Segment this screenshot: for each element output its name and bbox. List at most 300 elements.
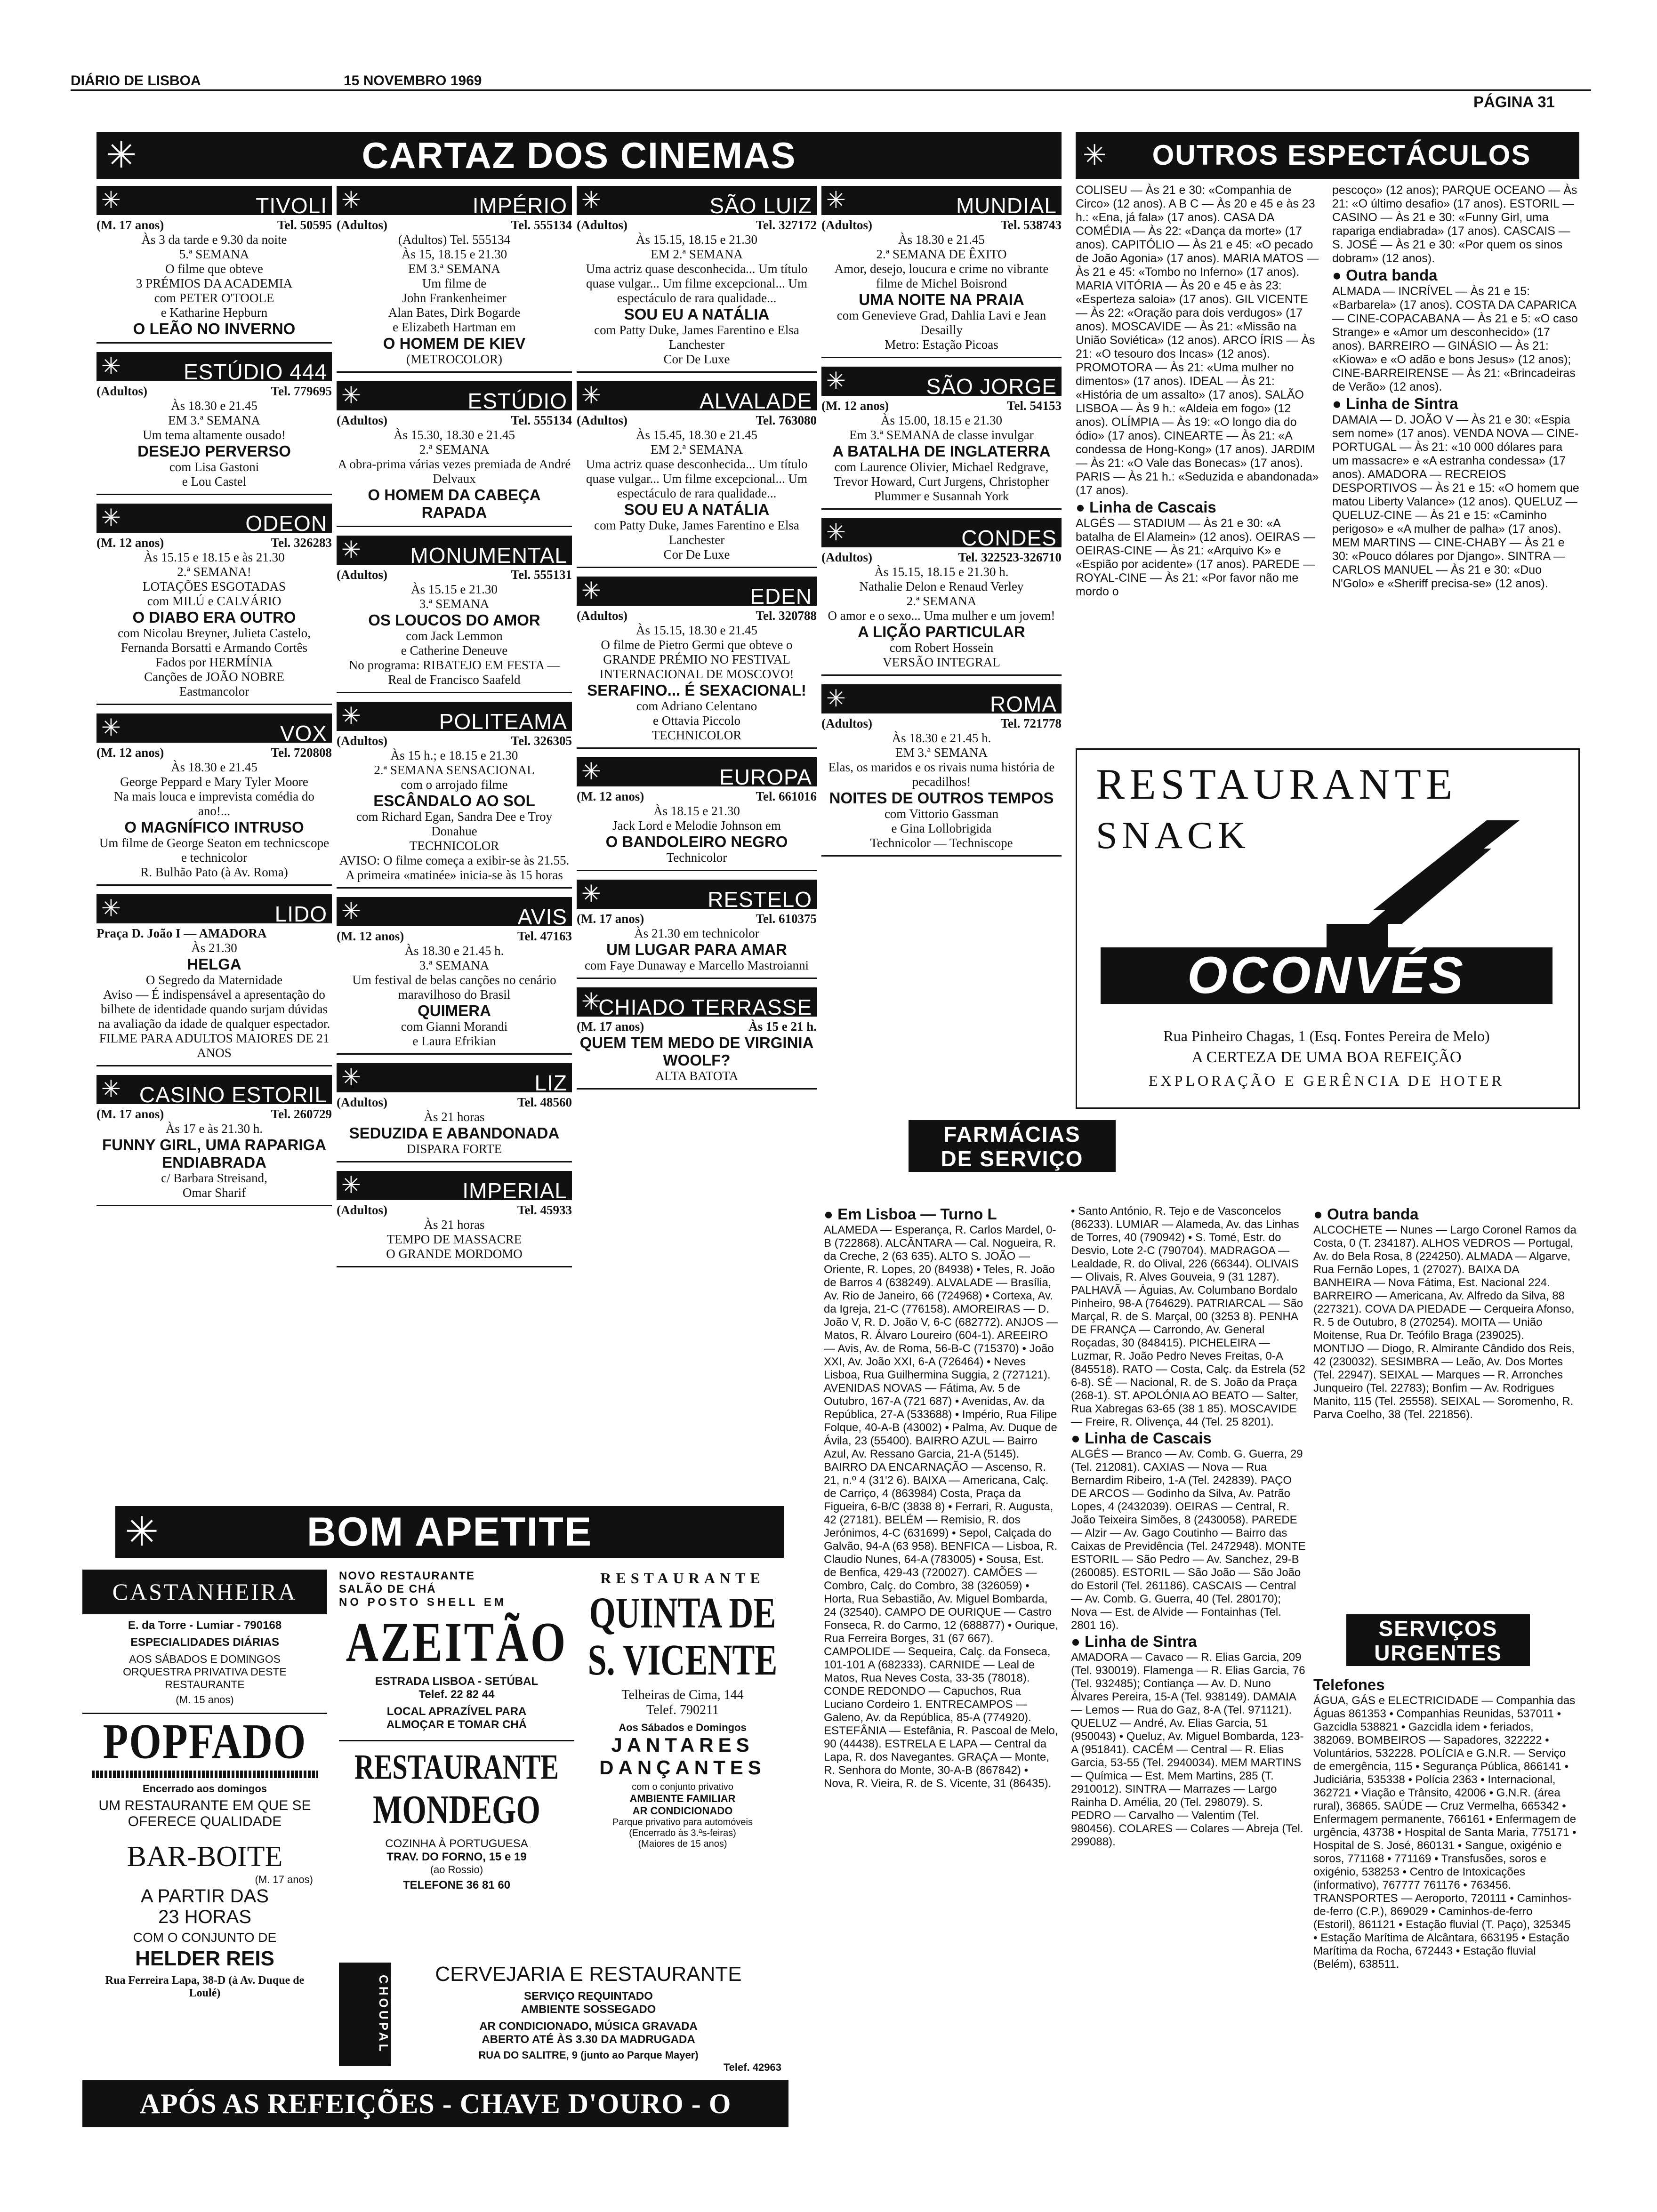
star-icon: ✳ (341, 1064, 361, 1091)
cinema-phone: Tel. 538743 (1000, 218, 1062, 232)
farmacias-lisboa-heading: ● Em Lisboa — Turno L (824, 1205, 997, 1223)
cinema-phone: Tel. 45933 (517, 1203, 572, 1217)
popfado-logo: POPFADO (103, 1715, 307, 1770)
outros-sintra-text: DAMAIA — D. JOÃO V — Às 21 e 30: «Espia sem nome» (17 anos). VENDA NOVA — CINE-PORTUGAL — Às 21: «10 000 dólares para um massacre» e «A estranha condessa» (17 anos). AMADORA — RECREIOS DESPORTIVOS — Às 21 e 15: «O homem que matou Liberty Valance» (12 anos). QUELUZ — QUELUZ-CINE — Às 21 e 15: «Caminho perigoso» e «A mulher de palha» (17 anos). MEM MARTINS — CINE-CHABY — Às 21 e 30: «Pouco dólares por Django». SINTRA — CARLOS MANUEL — Às 21 e 30: «Duo N'Golo» e «Sheriff precisa-se» (12 anos). (1332, 413, 1579, 590)
quinta-line6: Aos Sábados e Domingos (619, 1722, 747, 1733)
servicos-banner: SERVIÇOS URGENTES (1346, 1614, 1530, 1666)
mondego-line3: COZINHA À PORTUGUESA (385, 1837, 528, 1850)
cinema-name: TIVOLI (256, 193, 327, 218)
cinema-extra-line: O Segredo da Maternidade (145, 973, 283, 987)
mondego-name: MONDEGO (373, 1787, 540, 1832)
cinema-header (577, 757, 817, 789)
cinema-header (337, 381, 572, 413)
cinema-name: POLITEAMA (439, 709, 567, 734)
header-rule (71, 89, 1591, 91)
cinema-info-line: Às 21.30 (191, 941, 237, 955)
cinema-listing (337, 1063, 572, 1162)
ad-quinta-s-vicente (581, 1570, 784, 1956)
cinema-extra-line: Omar Sharif (182, 1186, 246, 1200)
cinema-info-line: A obra-prima várias vezes premiada de André Delvaux (338, 457, 571, 486)
quinta-line12: Parque privativo para automóveis (612, 1817, 753, 1827)
star-icon: ✳ (581, 758, 601, 785)
cinema-name: ESTÚDIO (467, 389, 567, 413)
cinema-listing (821, 186, 1062, 358)
cervejaria-line6: RUA DO SALITRE, 9 (junto ao Parque Mayer) (478, 2049, 699, 2061)
cinema-extra-line: com Faye Dunaway e Marcello Mastroianni (584, 958, 809, 972)
cinema-extra-line: Metro: Estação Picoas (885, 337, 998, 352)
film-title: O BANDOLEIRO NEGRO (605, 833, 788, 850)
cervejaria-line3: AMBIENTE SOSSEGADO (521, 2003, 656, 2016)
star-icon: ✳ (101, 353, 121, 380)
ad-chave-douro: APÓS AS REFEIÇÕES - CHAVE D'OURO - O MELHOR CAFÉ (82, 2080, 788, 2127)
cinema-info-line: Uma actriz quase desconhecida... Um título quase vulgar... Um filme excepcional... Um espectáculo de rara qualidade... (586, 262, 808, 305)
film-title: O MAGNÍFICO INTRUSO (124, 818, 304, 836)
cinema-info-line: Às 18.15 e 21.30 (653, 804, 740, 818)
cinema-info-line: Às 15.15, 18.15 e 21.30 h. (874, 565, 1009, 579)
film-title: QUEM TEM MEDO DE VIRGINIA WOOLF? (579, 1034, 814, 1069)
cinema-name: ESTÚDIO 444 (184, 360, 327, 384)
film-title: A BATALHA DE INGLATERRA (832, 442, 1051, 460)
star-icon: ✳ (581, 577, 601, 604)
cinema-info-line: Alan Bates, Dirk Bogarde (388, 305, 521, 320)
film-title: DESEJO PERVERSO (137, 442, 291, 460)
farmacias-column-2 (1071, 1205, 1306, 1849)
azeitao-line3: NO POSTO SHELL EM (339, 1596, 507, 1609)
farmacias-column-3 (1313, 1205, 1577, 1421)
cinema-name: IMPÉRIO (472, 193, 567, 218)
cervejaria-line5: ABERTO ATÉ ÀS 3.30 DA MADRUGADA (482, 2033, 695, 2046)
choupal-logo: CHOUPAL (339, 1963, 391, 2066)
cinema-info-line: e Elizabeth Hartman em (393, 320, 516, 334)
cinema-info-line: Às 18.30 e 21.45 h. (892, 731, 991, 745)
cinema-rating: (Adultos) (577, 609, 628, 623)
star-icon: ✳ (101, 186, 121, 214)
popfado-divider (92, 1771, 318, 1778)
outros-outra-heading: ● Outra banda (1332, 266, 1438, 284)
cinema-info-line: Às 21.30 em technicolor (634, 926, 759, 940)
cinema-info-line: com MILÚ e CALVÁRIO (147, 594, 282, 608)
cinema-info-line: LOTAÇÕES ESGOTADAS (143, 579, 286, 593)
cinema-extra-line: com Patty Duke, James Farentino e Elsa Lanchester (594, 323, 799, 352)
popfado-line1: Encerrado aos domingos (142, 1783, 267, 1795)
cinema-phone: Tel. 555134 (511, 413, 572, 427)
quinta-line2: QUINTA DE (589, 1588, 776, 1637)
cinema-info-line: 2.ª SEMANA DE ÊXITO (876, 247, 1007, 261)
cinema-phone: Tel. 260729 (271, 1107, 332, 1121)
cinema-info-line: O amor e o sexo... Uma mulher e um jovem! (828, 609, 1055, 623)
popfado-line2: UM RESTAURANTE EM QUE SE OFERECE QUALIDADE (98, 1798, 311, 1829)
quinta-line13: (Encerrado às 3.ªs-feiras) (629, 1828, 736, 1838)
quinta-line8: DANÇANTES (599, 1756, 766, 1779)
cinema-name: SÃO LUIZ (709, 193, 812, 218)
cinema-listing (577, 381, 817, 568)
cinema-header (337, 536, 572, 568)
film-title: OS LOUCOS DO AMOR (368, 611, 540, 629)
cinema-header (337, 186, 572, 218)
star-icon: ✳ (341, 536, 361, 563)
cinema-name: LIZ (534, 1071, 567, 1095)
star-icon: ✳ (341, 702, 361, 729)
cinema-column-2 (337, 186, 572, 1276)
cinema-info-line: George Peppard e Mary Tyler Moore (120, 775, 308, 789)
cinema-header (337, 702, 572, 734)
cinema-listing (337, 186, 572, 373)
cinema-extra-line: VERSÃO INTEGRAL (883, 655, 1000, 669)
cinema-info-line: Às 15.30, 18.30 e 21.45 (394, 428, 515, 442)
star-icon: ✳ (125, 1508, 160, 1555)
cinemas-banner: ✳ CARTAZ DOS CINEMAS (97, 132, 1062, 179)
cinema-extra-line: e Ottavia Piccolo (653, 713, 740, 728)
cinema-rating: (Adultos) (821, 218, 873, 232)
cinema-extra-line: e Gina Lollobrigida (891, 821, 992, 835)
star-icon: ✳ (101, 504, 121, 531)
popfado-line3: (M. 17 anos) (255, 1874, 313, 1885)
mondego-line5: (ao Rossio) (430, 1864, 483, 1875)
quinta-line4: Telheiras de Cima, 144 (621, 1688, 744, 1702)
cinema-phone: Às 15 e 21 h. (748, 1019, 817, 1034)
azeitao-line2: SALÃO DE CHÁ (339, 1583, 436, 1595)
farmacias-sintra-heading: ● Linha de Sintra (1071, 1633, 1197, 1650)
cinema-column-3 (577, 186, 817, 1098)
ad-snack-snack: SNACK (1096, 814, 1250, 857)
cinema-info-line: O filme de Pietro Germi que obteve o GRANDE PRÉMIO NO FESTIVAL INTERNACIONAL DE MOSCOVO! (599, 638, 794, 681)
cinema-phone: Tel. 721778 (1000, 716, 1062, 730)
film-title: ESCÂNDALO AO SOL (373, 792, 535, 809)
film-title: HELGA (187, 955, 241, 973)
film-title: O LEÃO NO INVERNO (133, 320, 296, 337)
cinema-listing (577, 987, 817, 1090)
cinema-rating: (M. 17 anos) (97, 1107, 164, 1121)
cinema-rating: (Adultos) (821, 550, 873, 564)
cinema-name: MUNDIAL (956, 193, 1057, 218)
farmacias-lisboa-text: ALAMEDA — Esperança, R. Carlos Mardel, 0-B (722868). ALCÂNTARA — Cal. Nogueira, R. da Creche, 2 (63 635). ALTO S. JOÃO — Oriente, R. Lopes, 20 (84938) • Teles, R. João de Barros 4 (638249). ALVALADE — Brasília, Av. Rio de Janeiro, 66 (724968) • Cortexa, Av. da Igreja, 21-C (776158). AMOREIRAS — D. João V, R. D. João V, 6-C (682772). ANJOS — Matos, R. Álvaro Loureiro (604-1). AREEIRO — Avis, Av. de Roma, 56-B-C (715370) • João XXI, Av. João XXI, 6-A (726464) • Neves Lisboa, Rua Guilhermina Suggia, 2 (727121). AVENIDAS NOVAS — Fátima, Av. 5 de Outubro, 167-A (721 687) • Avenidas, Av. da República, 27-A (533688) • Império, Rua Filipe Folque, 40-A-B (43002) • Palma, Av. Duque de Ávila, 23 (55400). BAIRRO AZUL — Bairro Azul, Av. Ressano Garcia, 21-A (5145). BAIRRO DA ENCARNAÇÃO — Ascenso, R. 21, n.º 4 (31'2 6). BAIXA — Americana, Calç. de Carriço, 4 (863984) Costa, Praça da Figueira, 6-B/C (3838 8) • Ferrari, R. Augusta, 42 (27181). BELÉM — Remisio, R. dos Jerónimos, 4-C (631699) • Sepol, Calçada do Galvão, 94-A (63 958). BENFICA — Lisboa, R. Claudio Nunes, 64-A (783005) • Sousa, Est. de Benfica, 429-43 (720027). CAMÕES — Combro, Calç. do Combro, 38 (326059) • Horta, Rua Sebastião, Av. Miguel Bombarda, 24 (32540). CAMPO DE OURIQUE — Castro Fonseca, R. do Carmo, 12 (688877) • Ourique, Rua Ferreira Borges, 31 (67 667). CAMPOLIDE — Sequeira, Calç. da Fonseca, 101-101 A (682333). CARNIDE — Leal de Matos, Rua Neves Costa, 33-35 (78018). CONDE REDONDO — Capuchos, Rua Luciano Cordeiro 1. ENTRECAMPOS — Galeno, Av. da República, 85-A (774920). ESTEFÂNIA — Estefânia, R. Pascoal de Melo, 90 (44438). ESTRELA E LAPA — Central da Lapa, R. dos Navegantes. GRAÇA — Monte, R. Senhora do Monte, 30-A-B (867842) • Nova, R. Vieira, R. de S. Vicente, 31 (86435). (824, 1224, 1058, 1790)
cinema-header (97, 1075, 332, 1107)
cinema-name: LIDO (274, 902, 327, 926)
cinema-info-line: EM 2.ª SEMANA (651, 442, 743, 457)
cinema-info-line: Amor, desejo, loucura e crime no vibrante filme de Michel Boisrond (834, 262, 1049, 290)
cinema-rating: (Adultos) (577, 413, 628, 427)
cinema-extra-line: com Nicolau Breyner, Julieta Castelo, Fernanda Borsatti e Armando Cortês (118, 626, 311, 655)
farmacias-cascais-heading: ● Linha de Cascais (1071, 1429, 1212, 1447)
azeitao-line1: NOVO RESTAURANTE (339, 1570, 475, 1582)
cinema-header (97, 186, 332, 218)
cinema-extra-line: e Catherine Deneuve (401, 643, 508, 657)
cinema-listing (337, 897, 572, 1055)
cinema-info-line: 2.ª SEMANA (906, 594, 977, 608)
star-icon: ✳ (101, 714, 121, 741)
cinema-phone: Tel. 326283 (271, 536, 332, 550)
cinema-header (821, 367, 1062, 399)
cinema-extra-line: com Gianni Morandi (401, 1019, 508, 1034)
cinema-extra-line: e Lou Castel (182, 474, 247, 489)
cinema-name: SÃO JORGE (926, 374, 1057, 399)
farmacias-banner: FARMÁCIAS DE SERVIÇO (909, 1120, 1116, 1172)
quinta-line9: com o conjunto privativo (632, 1782, 733, 1792)
cinema-info-line: Um tema altamente ousado! (143, 428, 286, 442)
cinema-rating: (M. 17 anos) (577, 1019, 644, 1034)
cinema-rating: (M. 17 anos) (577, 912, 644, 926)
cinema-phone: Tel. 54153 (1006, 399, 1062, 413)
cinema-header (337, 897, 572, 929)
outros-cascais-heading: ● Linha de Cascais (1076, 498, 1216, 516)
popfado-line7: HELDER REIS (135, 1947, 274, 1970)
star-icon: ✳ (826, 685, 846, 712)
farmacias-sintra-text: AMADORA — Cavaco — R. Elias Garcia, 209 (Tel. 930019). Flamenga — R. Elias Garcia, 76 (Tel. 932485); Contiança — Av. D. Nuno Álvares Pereira, 15-A (Tel. 938149). DAMAIA — Lemos — Rua do Gaz, 8-A (Tel. 971121). QUELUZ — André, Av. Elias Garcia, 51 (950043) • Queluz, Av. Miguel Bombarda, 123-A (951841). CACÉM — Central — R. Elias Garcia, 53-55 (Tel. 2940034). MEM MARTINS — Química — Est. Mem Martins, 285 (T. 2910012). SINTRA — Marrazes — Largo Rainha D. Amélia, 20 (Tel. 298079). S. PEDRO — Carvalho — Valentim (Tel. 980456). COLARES — Colares — Abreja (Tel. 299088). (1071, 1651, 1305, 1848)
cinema-info-line: Na mais louca e imprevista comédia do ano!... (114, 789, 314, 818)
quinta-line1: RESTAURANTE (600, 1570, 765, 1587)
outros-banner: ✳ OUTROS ESPECTÁCULOS (1076, 132, 1579, 179)
cinema-extra-line: AVISO: O filme começa a exibir-se às 21.55. A primeira «matinée» inicia-se às 15 horas (339, 853, 570, 882)
popfado-line6: COM O CONJUNTO DE (133, 1930, 277, 1945)
cinema-name: ODEON (245, 511, 327, 536)
mondego-line1: RESTAURANTE (354, 1747, 559, 1787)
cinema-info-line: Às 18.30 e 21.45 (171, 399, 257, 413)
cinema-phone: Tel. 47163 (517, 929, 572, 943)
cinema-info-line: O GRANDE MORDOMO (386, 1247, 523, 1261)
castanheira-address: E. da Torre - Lumiar - 790168 (128, 1619, 282, 1632)
cinema-listing (577, 186, 817, 373)
cinema-phone: Tel. 48560 (517, 1095, 572, 1109)
quinta-line10: AMBIENTE FAMILIAR (629, 1793, 736, 1804)
cinema-column-4 (821, 186, 1062, 865)
star-icon: ✳ (101, 895, 121, 922)
popfado-line4: A PARTIR DAS (141, 1886, 269, 1907)
azeitao-line4: ESTRADA LISBOA - SETÚBAL (375, 1675, 539, 1688)
cinema-phone: Tel. 322523-326710 (958, 550, 1062, 564)
cinema-rating: (Adultos) (97, 384, 148, 398)
star-icon: ✳ (101, 1075, 121, 1103)
popfado-line5: 23 HORAS (158, 1907, 251, 1927)
cervejaria-line7: Telef. 42963 (723, 2061, 781, 2073)
page-number: PÁGINA 31 (1473, 93, 1555, 111)
farmacias-outra-text: ALCOCHETE — Nunes — Largo Coronel Ramos da Costa, 0 (T. 234187). ALHOS VEDROS — Portugal, Av. do Bela Rosa, 8 (224250). ALMADA — Algarve, Rua Fernão Lopes, 1 (27027). BAIXA DA BANHEIRA — Nova Fátima, Est. Nacional 224. BARREIRO — Americana, Av. Alfredo da Silva, 88 (227321). COVA DA PIEDADE — Cerqueira Afonso, R. 5 de Outubro, 8 (270254). MOITA — União Moitense, Rua Dr. Teófilo Braga (239025). MONTIJO — Diogo, R. Almirante Cândido dos Reis, 42 (230032). SESIMBRA — Leão, Av. Dos Mortes (Tel. 22947). SEIXAL — Marques — R. Arronches Junqueiro (Tel. 22783); Bonfim — Av. Rodrigues Manito, 115 (Tel. 25558). SEIXAL — Soromenho, R. Parva Coelho, 38 (Tel. 221856). (1313, 1224, 1577, 1421)
star-icon: ✳ (106, 134, 138, 176)
cinema-rating: Praça D. João I — AMADORA (97, 926, 267, 940)
cinema-rating: (Adultos) (337, 1203, 388, 1217)
castanheira-line1: ESPECIALIDADES DIÁRIAS (130, 1636, 280, 1649)
cinema-name: CHIADO TERRASSE (598, 995, 812, 1019)
cinema-info-line: e Katharine Hepburn (161, 305, 268, 320)
cinema-name: RESTELO (708, 887, 812, 912)
film-title: SOU EU A NATÁLIA (624, 305, 770, 323)
cinema-info-line: Às 18.30 e 21.45 h. (404, 944, 504, 958)
cinema-header (577, 577, 817, 609)
cinema-info-line: Um festival de belas canções no cenário maravilhoso do Brasil (352, 973, 556, 1002)
castanheira-line2: AOS SÁBADOS E DOMINGOS ORQUESTRA PRIVATIVA DESTE RESTAURANTE (123, 1653, 287, 1691)
servicos-column (1313, 1675, 1577, 1971)
castanheira-logo: CASTANHEIRA (82, 1570, 327, 1614)
farmacias-cascais-text: ALGÉS — Branco — Av. Comb. G. Guerra, 29 (Tel. 212081). CAXIAS — Nova — Rua Bernardim Ribeiro, 1-A (Tel. 242839). PAÇO DE ARCOS — Godinho da Silva, Av. Patrão Lopes, 4 (2432039). OEIRAS — Central, R. João Teixeira Simões, 8 (2430058). PAREDE — Alzir — Av. Gago Coutinho — Bairro das Caixas de Previdência (Tel. 2472948). MONTE ESTORIL — São Pedro — Av. Sanchez, 29-B (260085). ESTORIL — São João — São João do Estoril (Tel. 261186). CASCAIS — Central — Av. Comb. G. Guerra, 40 (Tel. 280170); Nova — Est. de Alvide — Fontainhas (Tel. 2801 16). (1071, 1448, 1306, 1632)
telefones-heading: Telefones (1313, 1676, 1385, 1693)
cinema-extra-line: com Laurence Olivier, Michael Redgrave, Trevor Howard, Curt Jurgens, Christopher Plummer e Susannah York (834, 460, 1049, 503)
outros-outra-text: ALMADA — INCRÍVEL — Às 21 e 15: «Barbarela» (17 anos). COSTA DA CAPARICA — CINE-COPACABANA — Às 21 e 5: «O caso Strange» e «Amor um desconhecido» (17 anos). BARREIRO — GINÁSIO — Às 21: «Kiowa» e «O adão e bons Jesus» (12 anos); CINE-BARREIRENSE — Às 21: «Brincadeiras de Verão» (12 anos). (1332, 285, 1578, 393)
cinema-extra-line: Fados por HERMÍNIA (155, 655, 273, 669)
cinema-name: AVIS (517, 905, 567, 929)
cinema-name: VOX (280, 721, 327, 745)
cinema-listing (337, 536, 572, 693)
cinema-info-line: 3.ª SEMANA (419, 597, 490, 611)
film-title: QUIMERA (418, 1002, 491, 1019)
cinema-info-line: Às 21 horas (424, 1218, 485, 1232)
quinta-line14: (Maiores de 15 anos) (638, 1839, 727, 1849)
issue-date: 15 NOVEMBRO 1969 (344, 73, 482, 88)
cinema-extra-line: Eastmancolor (179, 684, 249, 698)
cinema-name: IMPERIAL (462, 1178, 567, 1203)
oconves-logo-text: OCONVÉS (1101, 947, 1552, 1004)
film-title: O HOMEM DA CABEÇA RAPADA (368, 486, 541, 521)
cinema-info-line: 3 PRÉMIOS DA ACADEMIA (136, 276, 293, 290)
film-title: SEDUZIDA E ABANDONADA (349, 1124, 560, 1142)
film-title: FUNNY GIRL, UMA RAPARIGA ENDIABRADA (102, 1136, 327, 1171)
cinema-info-line: EM 3.ª SEMANA (895, 745, 988, 760)
cinema-extra-line: com Vittorio Gassman (884, 807, 999, 821)
cinema-rating: (M. 12 anos) (577, 789, 644, 803)
cinema-info-line: 2.ª SEMANA SENSACIONAL (374, 763, 535, 777)
cinema-info-line: TEMPO DE MASSACRE (386, 1232, 522, 1246)
cinema-info-line: Às 18.30 e 21.45 (898, 232, 985, 247)
cinema-extra-line: Canções de JOÃO NOBRE (144, 670, 284, 684)
azeitao-line6: LOCAL APRAZÍVEL PARA ALMOÇAR E TOMAR CHÁ (386, 1705, 527, 1731)
cinema-listing (577, 880, 817, 979)
star-icon: ✳ (826, 186, 846, 214)
cinema-rating: (M. 12 anos) (97, 745, 164, 760)
cinema-phone: Tel. 555134 (511, 218, 572, 232)
cinema-name: ROMA (990, 692, 1057, 716)
cinema-phone: Tel. 326305 (511, 734, 572, 748)
cinema-extra-line: TECHNICOLOR (409, 839, 499, 853)
cinema-info-line: Uma actriz quase desconhecida... Um título quase vulgar... Um filme excepcional... Um espectáculo de rara qualidade... (586, 457, 808, 500)
popfado-barboite: BAR-BOITE (127, 1841, 283, 1873)
star-icon: ✳ (341, 186, 361, 214)
outros-sintra-heading: ● Linha de Sintra (1332, 395, 1458, 412)
cinema-rating: (M. 17 anos) (97, 218, 164, 232)
newspaper-name: DIÁRIO DE LISBOA (71, 73, 201, 88)
cinema-info-line: Às 17 e às 21.30 h. (165, 1122, 263, 1136)
cinema-listing (97, 352, 332, 495)
cinema-info-line: 2.ª SEMANA (419, 442, 490, 457)
cinema-rating: (M. 12 anos) (821, 399, 889, 413)
cinema-listing (97, 186, 332, 344)
star-icon: ✳ (826, 367, 846, 394)
cinema-listing (577, 757, 817, 871)
cinema-extra-line: com Robert Hossein (889, 641, 994, 655)
cinema-info-line: O filme que obteve (165, 262, 263, 276)
cinema-extra-line: ALTA BATOTA (655, 1069, 739, 1083)
cinema-phone: Tel. 327172 (756, 218, 817, 232)
outros-column-1 (1076, 184, 1320, 599)
cinema-info-line: Às 15.15, 18.30 e 21.45 (636, 623, 757, 637)
cinema-header (577, 987, 817, 1017)
film-title: A LIÇÃO PARTICULAR (858, 623, 1025, 641)
quinta-line11: AR CONDICIONADO (632, 1805, 733, 1817)
cinema-column-1 (97, 186, 332, 1215)
cinema-listing (97, 713, 332, 886)
cinema-rating: (M. 12 anos) (97, 536, 164, 550)
cinema-phone: Tel. 763080 (756, 413, 817, 427)
farmacias-outra-heading: ● Outra banda (1313, 1205, 1419, 1223)
cinema-rating: (M. 12 anos) (337, 929, 404, 943)
cinema-listing (821, 367, 1062, 510)
popfado-line8: Rua Ferreira Lapa, 38-D (à Av. Duque de Loulé) (105, 1974, 305, 1999)
azeitao-line5: Telef. 22 82 44 (418, 1688, 495, 1701)
cinema-info-line: Às 15 h.; e 18.15 e 21.30 (390, 748, 518, 762)
cinema-info-line: Às 3 da tarde e 9.30 da noite (141, 232, 287, 247)
cinema-listing (337, 1171, 572, 1267)
outros-cont-text: pescoço» (12 anos); PARQUE OCEANO — Às 21: «O último desafio» (17 anos). ESTORIL — CASINO — Às 21 e 30: «Funny Girl, uma rapariga endiabrada» (17 anos). CASCAIS — S. JOSÉ — Às 21 e 30: «Por quem os sinos dobram» (12 anos). (1332, 184, 1577, 265)
cinema-rating: (Adultos) (337, 568, 388, 582)
cinema-extra-line: DISPARA FORTE (406, 1142, 502, 1156)
cinema-header (97, 504, 332, 536)
telefones-text: ÁGUA, GÁS e ELECTRICIDADE — Companhia das Águas 861353 • Companhias Reunidas, 537011 • Gazcidla 538821 • Gazcidla idem • feriados, 382069. BOMBEIROS — Sapadores, 322222 • Voluntários, 532228. POLÍCIA e G.N.R. — Serviço de emergência, 115 • Segurança Pública, 866141 • Judiciária, 535338 • Polícia 2363 • Internacional, 362721 • Viação e Trânsito, 42006 • G.N.R. (área rural), 36865. SAÚDE — Cruz Vermelha, 665342 • Enfermagem permanente, 766161 • Enfermagem de urgência, 43738 • Hospital de Santa Maria, 775171 • Hospital de S. José, 860131 • Sangue, oxigénio e soros, 771168 • 771169 • Transfusões, soros e oxigénio, 538253 • Centro de Intoxicações (informativo), 767777 761176 • 763456. TRANSPORTES — Aeroporto, 720111 • Caminhos-de-ferro (C.P.), 869029 • Caminhos-de-ferro (Estoril), 861121 • Estação fluvial (T. Paço), 325345 • Estação Marítima de Alcântara, 663195 • Estação Marítima da Rocha, 672443 • Estação fluvial (Belém), 638511. (1313, 1694, 1577, 1971)
cinema-listing (577, 577, 817, 749)
cinema-info-line: Às 15.15 e 18.15 e às 21.30 (144, 550, 285, 564)
outros-lisboa-text: COLISEU — Às 21 e 30: «Companhia de Circo» (12 anos). A B C — Às 20 e 45 e às 23 h.: «Ena, já fala» (17 anos). CASA DA COMÉDIA — Às 22: «Dança da morte» (17 anos). CAPITÓLIO — Às 21 e 45: «O pecado de João Agonia» (17 anos). MARIA MATOS — Às 21 e 45: «Tombo no Inferno» (17 anos). MARIA VITÓRIA — Às 20 e 45 e às 23: «Esperteza saloia» (17 anos). GIL VICENTE — Às 22: «Oração para dois verdugos» (17 anos). MOSCAVIDE — Às 21: «Missão na União Soviética» (12 anos). ARCO ÍRIS — Às 21: «O tesouro dos Incas» (12 anos). PROMOTORA — Às 21: «Uma mulher no dimentos» (17 anos). IDEAL — Às 21: «História de um assalto» (17 anos). SALÃO LISBOA — Às 9 h.: «Aldeia em fogo» (12 anos). OLÍMPIA — Às 19: «O longo dia do ódio» (17 anos). CINEARTE — Às 21: «A condessa de Hong-Kong» (17 anos). JARDIM — Às 21: «O Vale das Bonecas» (17 anos). PARIS — Às 21 h.: «Seduzida e abandonada» (17 anos). (1076, 184, 1319, 497)
cinema-listing (97, 504, 332, 705)
star-icon: ✳ (341, 382, 361, 409)
star-icon: ✳ (341, 1171, 361, 1199)
film-title: UMA NOITE NA PRAIA (859, 291, 1024, 308)
cinema-name: CONDES (961, 526, 1057, 550)
cinema-phone: Tel. 50595 (277, 218, 332, 232)
film-title: UM LUGAR PARA AMAR (606, 941, 787, 958)
cinema-listing (97, 894, 332, 1066)
cervejaria-line2: SERVIÇO REQUINTADO (524, 1990, 653, 2003)
cinema-header (577, 186, 817, 218)
star-icon: ✳ (341, 898, 361, 925)
cinema-info-line: Um filme de (422, 276, 487, 290)
cinema-info-line: Elas, os maridos e os rivais numa história de pecadilhos! (828, 760, 1055, 789)
cinema-extra-line: com Genevieve Grad, Dahlia Lavi e Jean Desailly (837, 308, 1046, 337)
cinema-extra-line: FILME PARA ADULTOS MAIORES DE 21 ANOS (99, 1031, 330, 1060)
cinema-name: EDEN (750, 584, 812, 609)
star-icon: ✳ (826, 519, 846, 546)
cinema-phone: Tel. 320788 (756, 609, 817, 623)
quinta-line7: JANTARES (611, 1734, 754, 1756)
cinema-header (97, 713, 332, 743)
cinema-rating: (Adultos) (337, 1095, 388, 1109)
cinema-info-line: Jack Lord e Melodie Johnson em (612, 818, 781, 833)
film-title: O HOMEM DE KIEV (383, 335, 526, 352)
cinema-info-line: EM 3.ª SEMANA (168, 413, 260, 427)
cinema-header (577, 381, 817, 413)
cinema-name: CASINO ESTORIL (139, 1082, 327, 1107)
ad-snack-address: Rua Pinheiro Chagas, 1 (Esq. Fontes Pereira de Melo) (1163, 1027, 1490, 1044)
star-icon: ✳ (581, 988, 601, 1015)
cinema-extra-line: c/ Barbara Streisand, (161, 1171, 267, 1185)
cinema-rating: (Adultos) (337, 218, 388, 232)
film-title: NOITES DE OUTROS TEMPOS (829, 789, 1054, 807)
cinema-name: MONUMENTAL (410, 543, 567, 568)
cinema-info-line: EM 2.ª SEMANA (651, 247, 743, 261)
cinema-header (337, 1063, 572, 1095)
cinema-header (821, 186, 1062, 218)
cinema-name: EUROPA (719, 765, 812, 789)
cinema-phone: Tel. 610375 (756, 912, 817, 926)
cinema-listing (97, 1075, 332, 1206)
cinema-rating: (Adultos) (577, 218, 628, 232)
cinema-header (821, 518, 1062, 550)
cinema-name: ALVALADE (700, 389, 812, 413)
cinema-info-line: Às 15.00, 18.15 e 21.30 (881, 413, 1002, 427)
cinema-info-line: Às 15.45, 18.30 e 21.45 (636, 428, 757, 442)
star-icon: ✳ (581, 880, 601, 907)
cinema-header (337, 1171, 572, 1203)
cinema-extra-line: Cor De Luxe (663, 352, 730, 366)
quinta-line5: Telef. 790211 (646, 1703, 719, 1717)
mondego-line4: TRAV. DO FORNO, 15 e 19 (386, 1851, 527, 1863)
cinema-extra-line: TECHNICOLOR (652, 728, 742, 742)
cinema-phone: Tel. 555131 (511, 568, 572, 582)
